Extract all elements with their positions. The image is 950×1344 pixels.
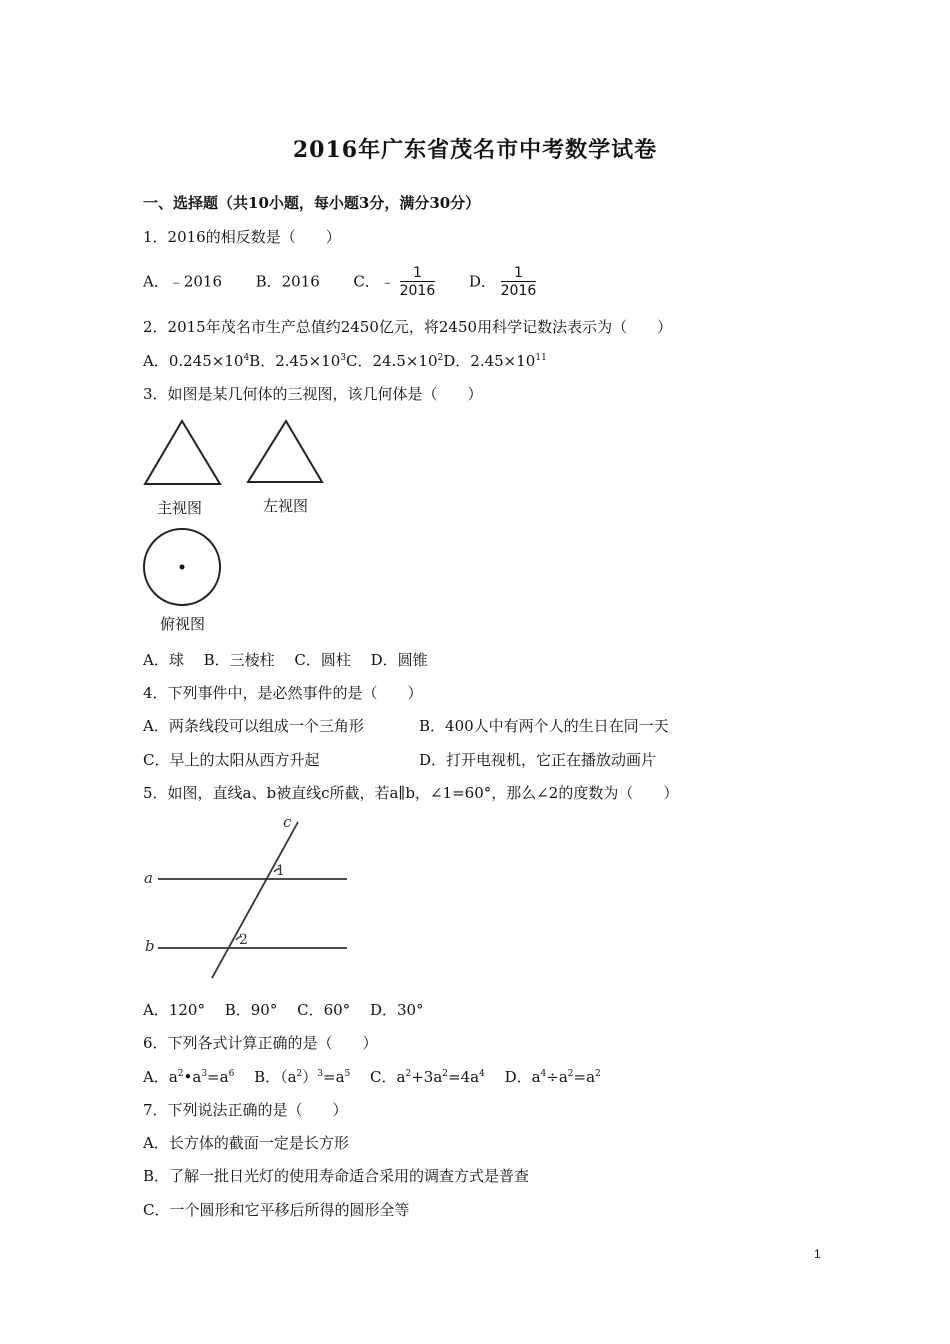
q2-option-c: C．24.5×10 bbox=[345, 352, 438, 370]
line-c bbox=[212, 822, 298, 978]
q6-option-text: •a bbox=[183, 1068, 202, 1086]
q1-option-a: A．﹣2016 bbox=[143, 272, 223, 291]
question-5-options: A．120° B．90° C．60° D．30° bbox=[143, 1001, 424, 1019]
q6-option-text: +3a bbox=[411, 1068, 443, 1086]
exponent: 4 bbox=[479, 1069, 485, 1079]
exponent: 4 bbox=[540, 1069, 547, 1079]
page-number: 1 bbox=[814, 1247, 821, 1261]
q6-option-text: A．a bbox=[143, 1068, 178, 1086]
question-7-stem: 7．下列说法正确的是（ ） bbox=[143, 1101, 348, 1119]
q7-option-b: B．了解一批日光灯的使用寿命适合采用的调查方式是普查 bbox=[143, 1167, 530, 1185]
left-view-triangle bbox=[248, 421, 322, 482]
q6-option-text: =a bbox=[323, 1068, 345, 1086]
three-views-figure bbox=[140, 415, 340, 630]
label-a: a bbox=[144, 869, 153, 887]
question-3-stem: 3．如图是某几何体的三视图，该几何体是（ ） bbox=[143, 385, 483, 403]
q6-option-text: =a bbox=[573, 1068, 596, 1086]
parallel-lines-figure bbox=[140, 812, 355, 984]
q1-option-d-prefix: D． bbox=[468, 272, 496, 291]
q6-option-text: D．a bbox=[484, 1068, 541, 1086]
question-1-stem: 1．2016的相反数是（ ） bbox=[143, 228, 341, 246]
q4-option-b: B．400人中有两个人的生日在同一天 bbox=[419, 717, 669, 735]
q4-option-a: A．两条线段可以组成一个三角形 bbox=[143, 717, 364, 735]
q6-option-text: =a bbox=[207, 1068, 229, 1086]
q2-option-a: A．0.245×10 bbox=[143, 352, 244, 370]
question-3-options: A．球 B．三棱柱 C．圆柱 D．圆锥 bbox=[143, 651, 428, 669]
question-6-stem: 6．下列各式计算正确的是（ ） bbox=[143, 1034, 378, 1052]
fraction-denominator: 2016 bbox=[500, 283, 537, 299]
q2-option-d: D．2.45×10 bbox=[443, 352, 536, 370]
q1-option-c-fraction bbox=[400, 265, 436, 300]
top-view-label: 俯视图 bbox=[160, 615, 206, 633]
label-angle-1: 1 bbox=[276, 863, 285, 879]
q4-option-d: D．打开电视机，它正在播放动画片 bbox=[419, 751, 657, 769]
page-title: 2016年广东省茂名市中考数学试卷 bbox=[292, 137, 658, 163]
question-6-options bbox=[143, 1066, 601, 1087]
q7-option-c: C．一个圆形和它平移后所得的圆形全等 bbox=[143, 1201, 410, 1219]
exponent: 2 bbox=[437, 353, 444, 363]
exponent: 2 bbox=[296, 1069, 303, 1079]
exponent: 6 bbox=[228, 1069, 235, 1079]
q2-option-b: B．2.45×10 bbox=[249, 352, 341, 370]
question-1-options bbox=[143, 265, 536, 300]
exponent: 2 bbox=[405, 1069, 412, 1079]
exponent: 3 bbox=[340, 353, 346, 363]
exponent: 5 bbox=[344, 1069, 351, 1079]
exponent: 3 bbox=[201, 1069, 208, 1079]
q6-option-text: B．（a bbox=[234, 1068, 297, 1086]
label-angle-2: 2 bbox=[239, 932, 248, 948]
question-2-stem: 2．2015年茂名市生产总值约2450亿元，将2450用科学记数法表示为（ ） bbox=[143, 318, 673, 336]
q6-option-text: C．a bbox=[350, 1068, 406, 1086]
q6-option-text: =4a bbox=[448, 1068, 480, 1086]
q6-option-text: ） bbox=[302, 1068, 318, 1086]
q6-option-text: ÷a bbox=[546, 1068, 568, 1086]
front-view-triangle bbox=[145, 421, 220, 484]
question-5-stem: 5．如图，直线a、b被直线c所截，若a∥b，∠1=60°，那么∠2的度数为（ ） bbox=[143, 784, 679, 802]
q1-option-d-fraction bbox=[501, 265, 537, 300]
exponent: 3 bbox=[317, 1069, 324, 1079]
exponent: 11 bbox=[535, 353, 547, 363]
fraction-numerator: 1 bbox=[501, 265, 537, 282]
front-view-label: 主视图 bbox=[157, 499, 203, 517]
label-b: b bbox=[145, 937, 155, 955]
label-c: c bbox=[283, 813, 292, 831]
left-view-label: 左视图 bbox=[263, 497, 309, 515]
q7-option-a: A．长方体的截面一定是长方形 bbox=[143, 1134, 349, 1152]
fraction-denominator: 2016 bbox=[399, 283, 436, 299]
exponent: 2 bbox=[567, 1069, 574, 1079]
q1-option-c-prefix: C．﹣ bbox=[353, 272, 395, 291]
top-view-center-dot bbox=[180, 565, 185, 570]
q1-option-b: B．2016 bbox=[255, 272, 320, 291]
question-4-stem: 4．下列事件中，是必然事件的是（ ） bbox=[143, 684, 423, 702]
question-2-options bbox=[143, 350, 547, 371]
exponent: 4 bbox=[243, 353, 250, 363]
section-heading: 一、选择题（共10小题，每小题3分，满分30分） bbox=[143, 194, 481, 212]
q4-option-c: C．早上的太阳从西方升起 bbox=[143, 751, 320, 769]
exponent: 2 bbox=[442, 1069, 448, 1079]
exponent: 2 bbox=[177, 1069, 184, 1079]
fraction-numerator: 1 bbox=[400, 265, 436, 282]
exponent: 2 bbox=[595, 1069, 601, 1079]
